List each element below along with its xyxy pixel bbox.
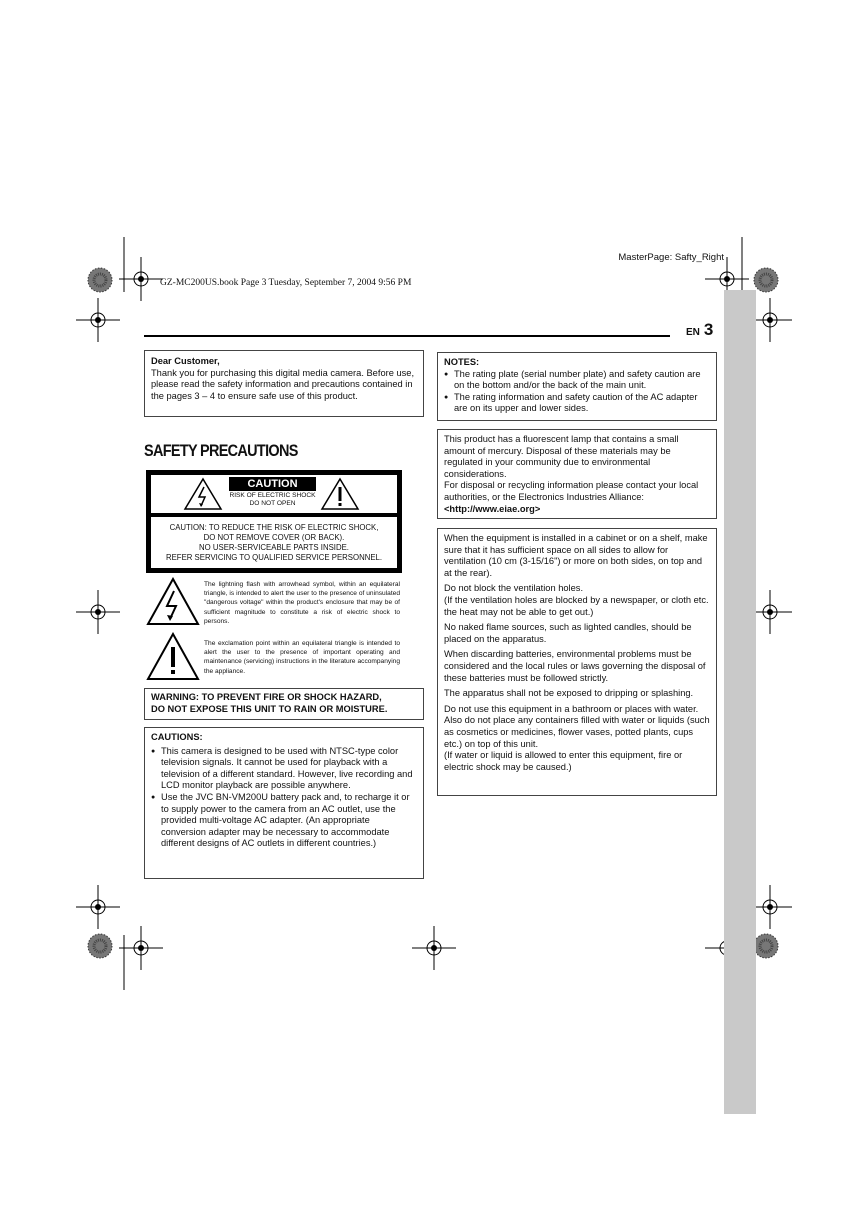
caution-sub-line2: DO NOT OPEN [249, 500, 296, 507]
caution-label-bottom [151, 517, 397, 568]
water-line3: (If water or liquid is allowed to enter this equipment, fire or electric shock may be caused.) [444, 750, 683, 772]
safety-heading: SAFETY PRECAUTIONS [144, 441, 298, 460]
notes-box [437, 352, 717, 421]
exclamation-symbol-text: The exclamation point within an equilateral triangle is intended to alert the user to the presence of important operating and maintenance (servicing) instructions in the literature accompanying the appliance. [204, 640, 400, 675]
mercury-box [437, 429, 717, 519]
side-tab [724, 290, 756, 1114]
ventilation-paragraph: When the equipment is installed in a cabinet or on a shelf, make sure that it has sufficient space on all sides to allow for ventilation (10 cm (3-15/16") or more on both sides, on top and at the rear). [444, 533, 708, 578]
cautions-list [151, 746, 417, 850]
caution-line1: CAUTION: TO REDUCE THE RISK OF ELECTRIC SHOCK, [169, 523, 379, 532]
disposal-paragraph: For disposal or recycling information please contact your local authorities, or the Electronics Industries Alliance: [444, 480, 699, 502]
ventilation-holes-paragraph [444, 583, 710, 618]
batteries-paragraph: When discarding batteries, environmental problems must be considered and the local rules or laws governing the disposal of these batteries must be followed strictly. [444, 649, 706, 683]
cautions-box [144, 727, 424, 879]
ventilation-holes-line: Do not block the ventilation holes. [444, 583, 584, 594]
language-code: EN [686, 327, 700, 338]
warning-box [144, 688, 424, 720]
caution-line2: DO NOT REMOVE COVER (OR BACK). [203, 533, 345, 542]
caution-line3: NO USER-SERVICEABLE PARTS INSIDE. [199, 543, 349, 552]
page-number-value: 3 [703, 320, 714, 339]
lightning-symbol-text: The lightning flash with arrowhead symbol, within an equilateral triangle, is intended to alert the user to the presence of uninsulated "dangerous voltage" within the product's enclosure that may be of sufficient magnitude to constitute a risk of electric shock to persons. [204, 581, 400, 625]
flame-paragraph: No naked flame sources, such as lighted candles, should be placed on the apparatus. [444, 622, 692, 644]
print-info-line: GZ-MC200US.book Page 3 Tuesday, September 7, 2004 9:56 PM [160, 278, 412, 288]
masterpage-label: MasterPage: Safty_Right [618, 252, 724, 263]
cautions-title: CAUTIONS: [151, 732, 203, 742]
notes-title: NOTES: [444, 357, 480, 367]
dear-customer-box [144, 350, 424, 417]
eiae-link[interactable]: <http://www.eiae.org> [444, 503, 541, 514]
mercury-paragraph: This product has a fluorescent lamp that contains a small amount of mercury. Disposal of these materials may be regulated in your community due to environmental considerations. [444, 434, 679, 479]
installation-box [437, 528, 717, 796]
dear-customer-body: Thank you for purchasing this digital media camera. Before use, please read the safety information and precautions contained in the pages 3 – 4 to ensure safe use of this product. [151, 367, 415, 401]
header-rule [144, 335, 670, 337]
water-paragraph [444, 704, 710, 774]
dripping-paragraph: The apparatus shall not be exposed to dripping or splashing. [444, 688, 694, 699]
lightning-symbol-icon [146, 577, 200, 627]
caution-line4: REFER SERVICING TO QUALIFIED SERVICE PERSONNEL. [165, 553, 383, 562]
water-line2: Also do not place any containers filled with water or liquids (such as cosmetics or medicines, flower vases, potted plants, cups etc.) on top of this unit. [444, 715, 710, 749]
caution-sub-text [229, 492, 316, 508]
exclamation-symbol-icon [146, 632, 200, 682]
ventilation-holes-note: (If the ventilation holes are blocked by a newspaper, or cloth etc. the heat may not be able to get out.) [444, 594, 709, 617]
water-line1: Do not use this equipment in a bathroom or places with water. [444, 703, 699, 714]
lightning-triangle-icon [183, 477, 223, 511]
notes-list [444, 369, 710, 415]
caution-sub-line1: RISK OF ELECTRIC SHOCK [229, 492, 316, 499]
caution-label-text: CAUTION [229, 477, 316, 491]
list-item: ● This camera is designed to be used with NTSC-type color television signals. It cannot be used for playback with a television of a different standard. However, live recording and LCD monitor playback are possible anywhere. [151, 746, 417, 792]
warning-line1: WARNING: TO PREVENT FIRE OR SHOCK HAZARD, [151, 692, 382, 702]
exclamation-triangle-icon [320, 477, 360, 511]
list-item: ● The rating information and safety caution of the AC adapter are on its upper and lower sides. [444, 392, 710, 415]
page-number [686, 320, 713, 340]
warning-line2: DO NOT EXPOSE THIS UNIT TO RAIN OR MOISTURE. [151, 703, 388, 714]
list-item: ● The rating plate (serial number plate) and safety caution are on the bottom and/or the back of the main unit. [444, 369, 710, 392]
list-item: ● Use the JVC BN-VM200U battery pack and, to recharge it or to supply power to the camera from an AC outlet, use the provided multi-voltage AC adapter. (An appropriate conversion adapter may be necessary to accommodate different designs of AC outlets in different countries.) [151, 792, 417, 850]
dear-customer-title: Dear Customer, [151, 356, 220, 366]
